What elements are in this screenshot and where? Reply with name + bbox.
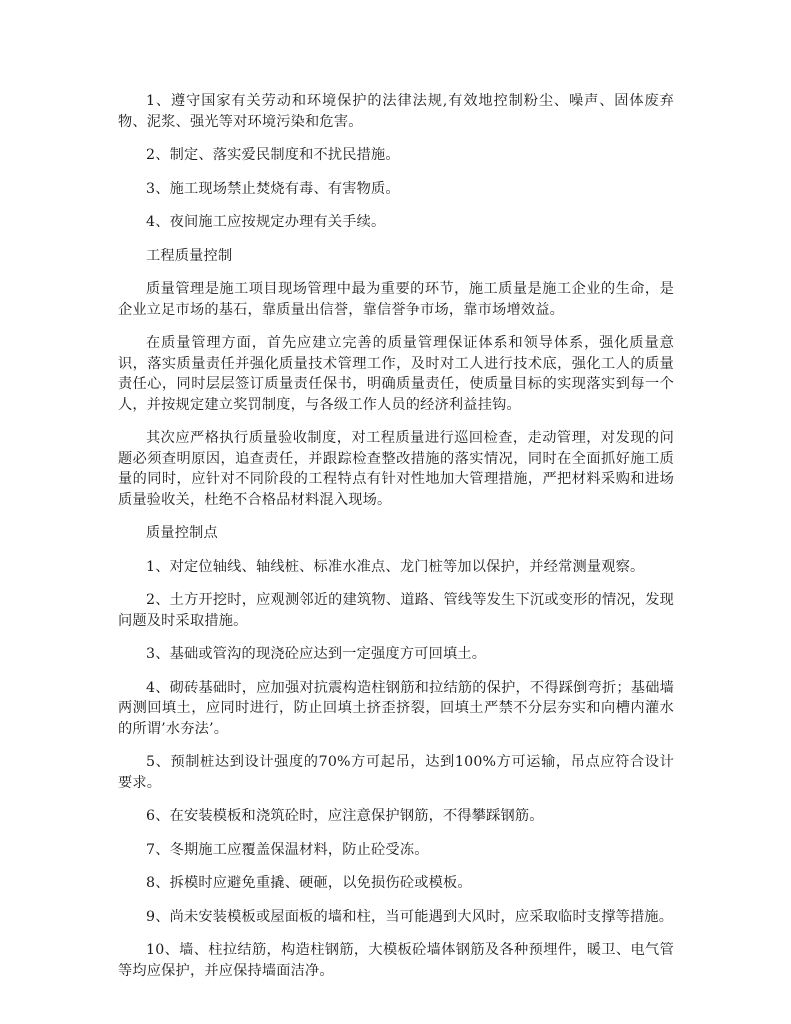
quality-paragraph-1: 质量管理是施工项目现场管理中最为重要的环节，施工质量是施工企业的生命，是企业立足市场的基石，靠质量出信誉，靠信誉争市场，靠市场增效益。 (118, 281, 674, 318)
control-item-4: 4、砌砖基础时，应加强对抗震构造柱钢筋和拉结筋的保护，不得踩倒弯折；基础墙两测回填土，应同时进行，防止回填土挤歪挤裂，回填土严禁不分层夯实和向槽内灌水的所谓’水夯法’。 (118, 679, 674, 737)
quality-control-heading: 工程质量控制 (146, 247, 233, 264)
control-item-2: 2、土方开挖时，应观测邻近的建筑物、道路、管线等发生下沉或变形的情况，发现问题及时采取措施。 (118, 592, 674, 629)
control-item-1: 1、对定位轴线、轴线桩、标准水准点、龙门桩等加以保护，并经常测量观察。 (146, 558, 645, 575)
control-item-8: 8、拆模时应避免重撬、硬砸，以免损伤砼或模板。 (146, 875, 472, 891)
control-item-3: 3、基础或管沟的现浇砼应达到一定强度方可回填土。 (146, 646, 487, 662)
control-points-heading: 质量控制点 (146, 525, 218, 541)
control-item-10: 10、墙、柱拉结筋，构造柱钢筋，大模板砼墙体钢筋及各种预埋件，暖卫、电气管等均应保护，并应保持墙面洁净。 (118, 942, 674, 979)
env-item-1: 1、遵守国家有关劳动和环境保护的法律法规,有效地控制粉尘、噪声、固体废弃物、泥浆、强光等对环境污染和危害。 (118, 93, 674, 130)
quality-paragraph-3: 其次应严格执行质量验收制度，对工程质量进行巡回检查，走动管理，对发现的问题必须查明原因，追查责任，并跟踪检查整改措施的落实情况，同时在全面抓好施工质量的同时，应针对不同阶段的工程特点有针对性地加大管理措施，严把材料采购和进场质量验收关，杜绝不合格品材料混入现场。 (118, 430, 674, 508)
env-item-4: 4、夜间施工应按规定办理有关手续。 (146, 214, 386, 230)
document-page (118, 91, 674, 994)
quality-paragraph-2: 在质量管理方面，首先应建立完善的质量管理保证体系和领导体系，强化质量意识，落实质量责任并强化质量技术管理工作，及时对工人进行技术底，强化工人的质量责任心，同时层层签订质量责任保书，明确质量责任，使质量目标的实现落实到每一个人，并按规定建立奖罚制度，与各级工作人员的经济利益挂钩。 (118, 335, 674, 413)
control-item-6: 6、在安装模板和浇筑砼时，应注意保护钢筋，不得攀踩钢筋。 (146, 808, 544, 824)
control-item-9: 9、尚未安装模板或屋面板的墙和柱，当可能遇到大风时，应采取临时支撑等措施。 (146, 908, 674, 925)
env-item-2: 2、制定、落实爱民制度和不扰民措施。 (146, 147, 400, 163)
control-item-5: 5、预制桩达到设计强度的70%方可起吊，达到100%方可运输，吊点应符合设计要求。 (118, 754, 674, 791)
control-item-7: 7、冬期施工应覆盖保温材料，防止砼受冻。 (146, 841, 429, 858)
env-item-3: 3、施工现场禁止焚烧有毒、有害物质。 (146, 180, 400, 197)
